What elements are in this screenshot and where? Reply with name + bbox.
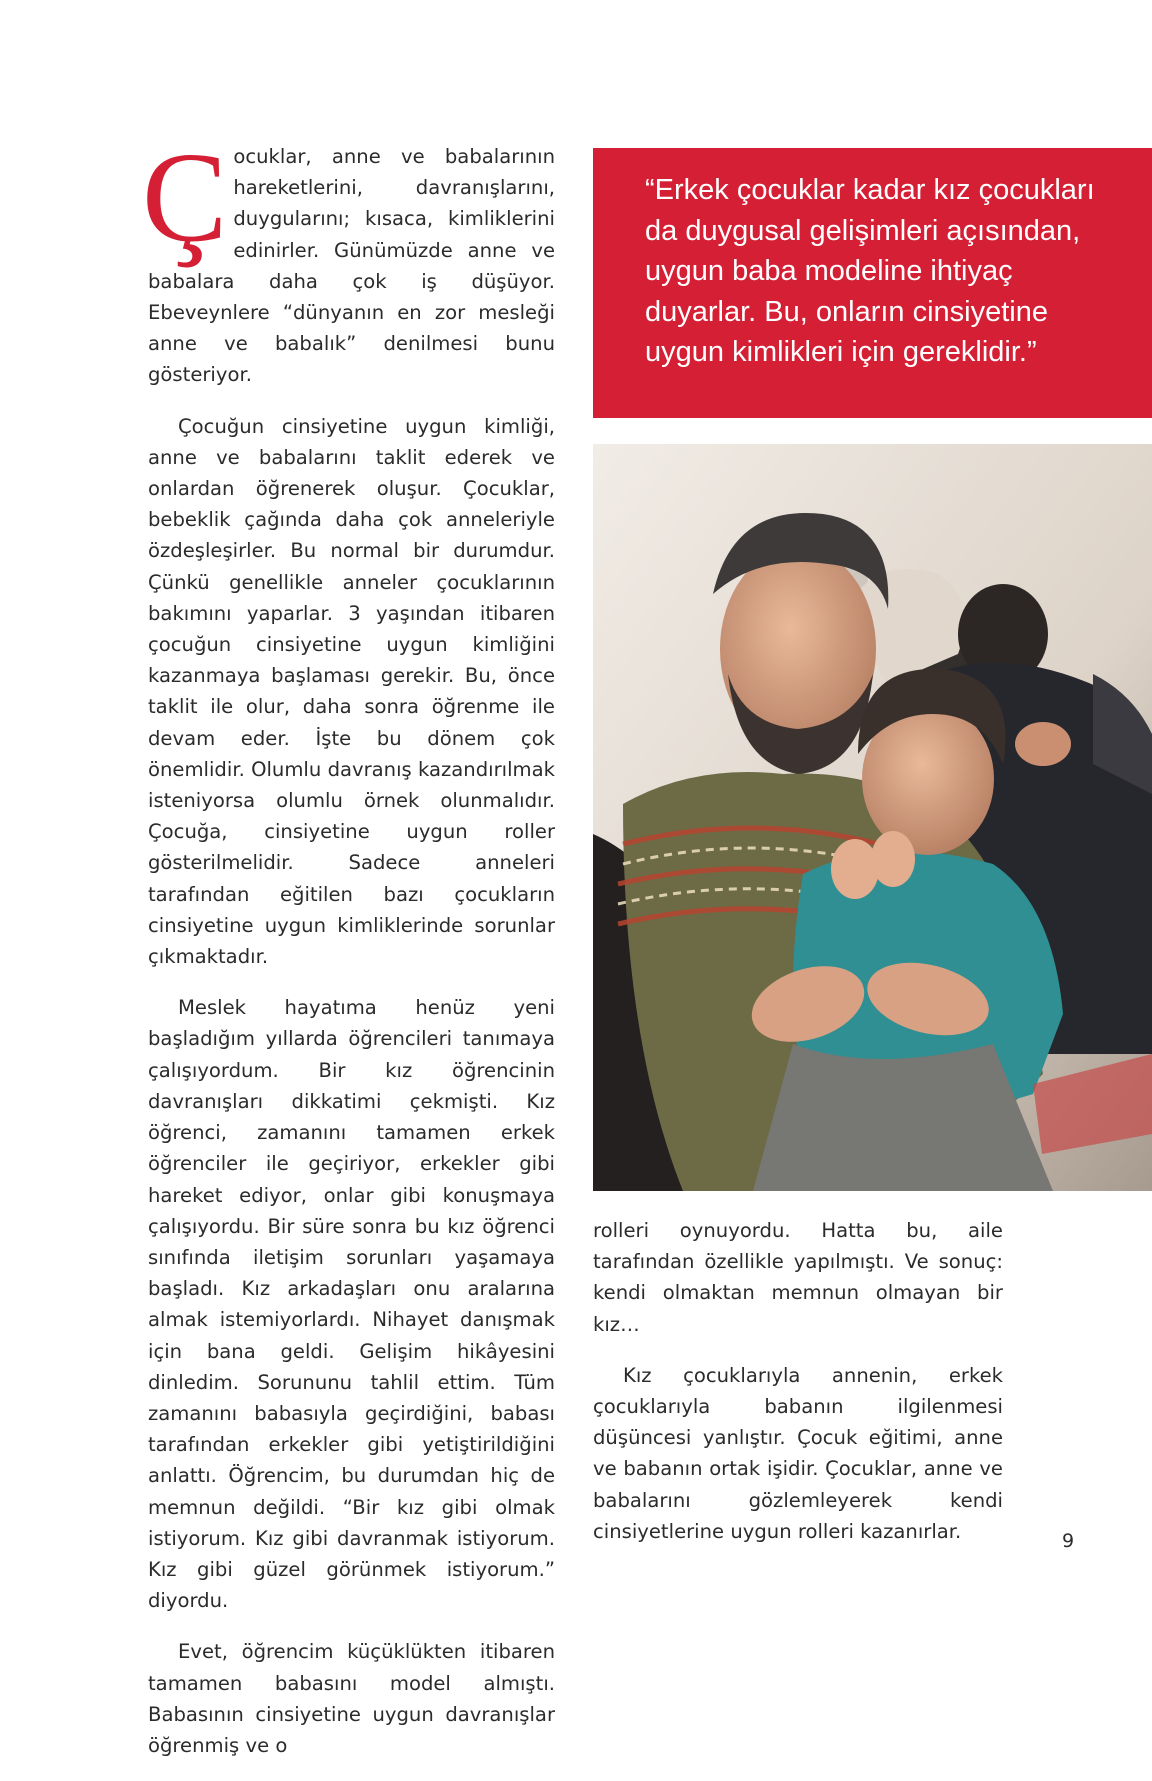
photo-illustration xyxy=(593,444,1152,1191)
paragraph-student-story: Meslek hayatıma henüz yeni başladığım yıllarda öğrencileri tanımaya çalışıyordum. Bir kız öğrencinin davranışları dikkatimi çekmişti. Kız öğrenci, zamanını tamamen erkek öğrenciler ile geçiriyor, erkekler gibi hareket ediyor, onlar gibi konuşmaya çalışıyordu. Bir süre sonra bu kız öğrenci sınıfında iletişim sorunları yaşamaya başladı. Kız arkadaşları onu aralarına almak istemiyorlardı. Nihayet danışmak için bana geldi. Gelişim hikâyesini dinledim. Sorununu tahlil ettim. Tüm zamanını babasıyla geçirdiğini, babası tarafından erkekler gibi yetiştirildiğini anlattı. Öğrencim, bu durumdan hiç de memnun değildi. “Bir kız gibi olmak istiyorum. Kız gibi davranmak istiyorum. Kız gibi güzel görünmek istiyorum.” diyordu. xyxy=(148,996,555,1613)
paragraph-result: rolleri oynuyordu. Hatta bu, aile tarafından özellikle yapılmıştı. Ve sonuç: kendi olmaktan memnun olmayan bir kız… xyxy=(593,1219,1003,1336)
page-number: 9 xyxy=(1062,1530,1075,1552)
paragraph-conclusion: Kız çocuklarıyla annenin, erkek çocuklarıyla babanın ilgilenmesi düşüncesi yanlıştır. Çocuk eğitimi, anne ve babanın ortak işidir. Çocuklar, anne ve babalarını gözlemleyerek kendi cinsiyetlerine uygun rolleri kazanırlar. xyxy=(593,1363,1003,1543)
paragraph-intro xyxy=(142,126,555,391)
left-text-column xyxy=(142,126,555,1781)
paragraph-father-model: Evet, öğrencim küçüklükten itibaren tamamen babasını model almıştı. Babasının cinsiyetine uygun davranışlar öğrenmiş ve o xyxy=(148,1640,555,1757)
right-text-column xyxy=(593,1215,1003,1567)
drop-cap-letter: Ç xyxy=(142,126,228,268)
father-son-praying-photo xyxy=(593,444,1152,1191)
paragraph-identity: Çocuğun cinsiyetine uygun kimliği, anne ve babalarını taklit ederek ve onlardan öğrenerek oluşur. Çocuklar, bebeklik çağında daha çok anneleriyle özdeşleşirler. Bu normal bir durumdur. Çünkü genellikle anneler çocuklarının bakımını yaparlar. 3 yaşından itibaren çocuğun cinsiyetine uygun kimliğini kazanmaya başlaması gerekir. Bu, önce taklit ile olur, daha sonra öğrenme ile devam eder. İşte bu dönem çok önemlidir. Olumlu davranış kazandırılmak isteniyorsa olumlu örnek olunmalıdır. Çocuğa, cinsiyetine uygun roller gösterilmelidir. Sadece anneleri tarafından eğitilen bazı çocukların cinsiyetine uygun kimliklerinde sorunlar çıkmaktadır. xyxy=(148,414,555,969)
pull-quote-text: “Erkek çocuklar kadar kız çocukları da duygusal gelişimleri açısından, uygun baba modeline ihtiyaç duyarlar. Bu, onların cinsiyetine uygun kimlikleri için gereklidir.” xyxy=(645,174,1095,368)
paragraph-intro-text: ocuklar, anne ve babalarının hareketlerini, davranışlarını, duygularını; kısaca, kimliklerini edinirler. Günümüzde anne ve babalara daha çok iş düşüyor. Ebeveynlere “dünyanın en zor mesleği anne ve babalık” denilmesi bunu gösteriyor. xyxy=(148,145,555,387)
pull-quote-box xyxy=(593,148,1152,418)
